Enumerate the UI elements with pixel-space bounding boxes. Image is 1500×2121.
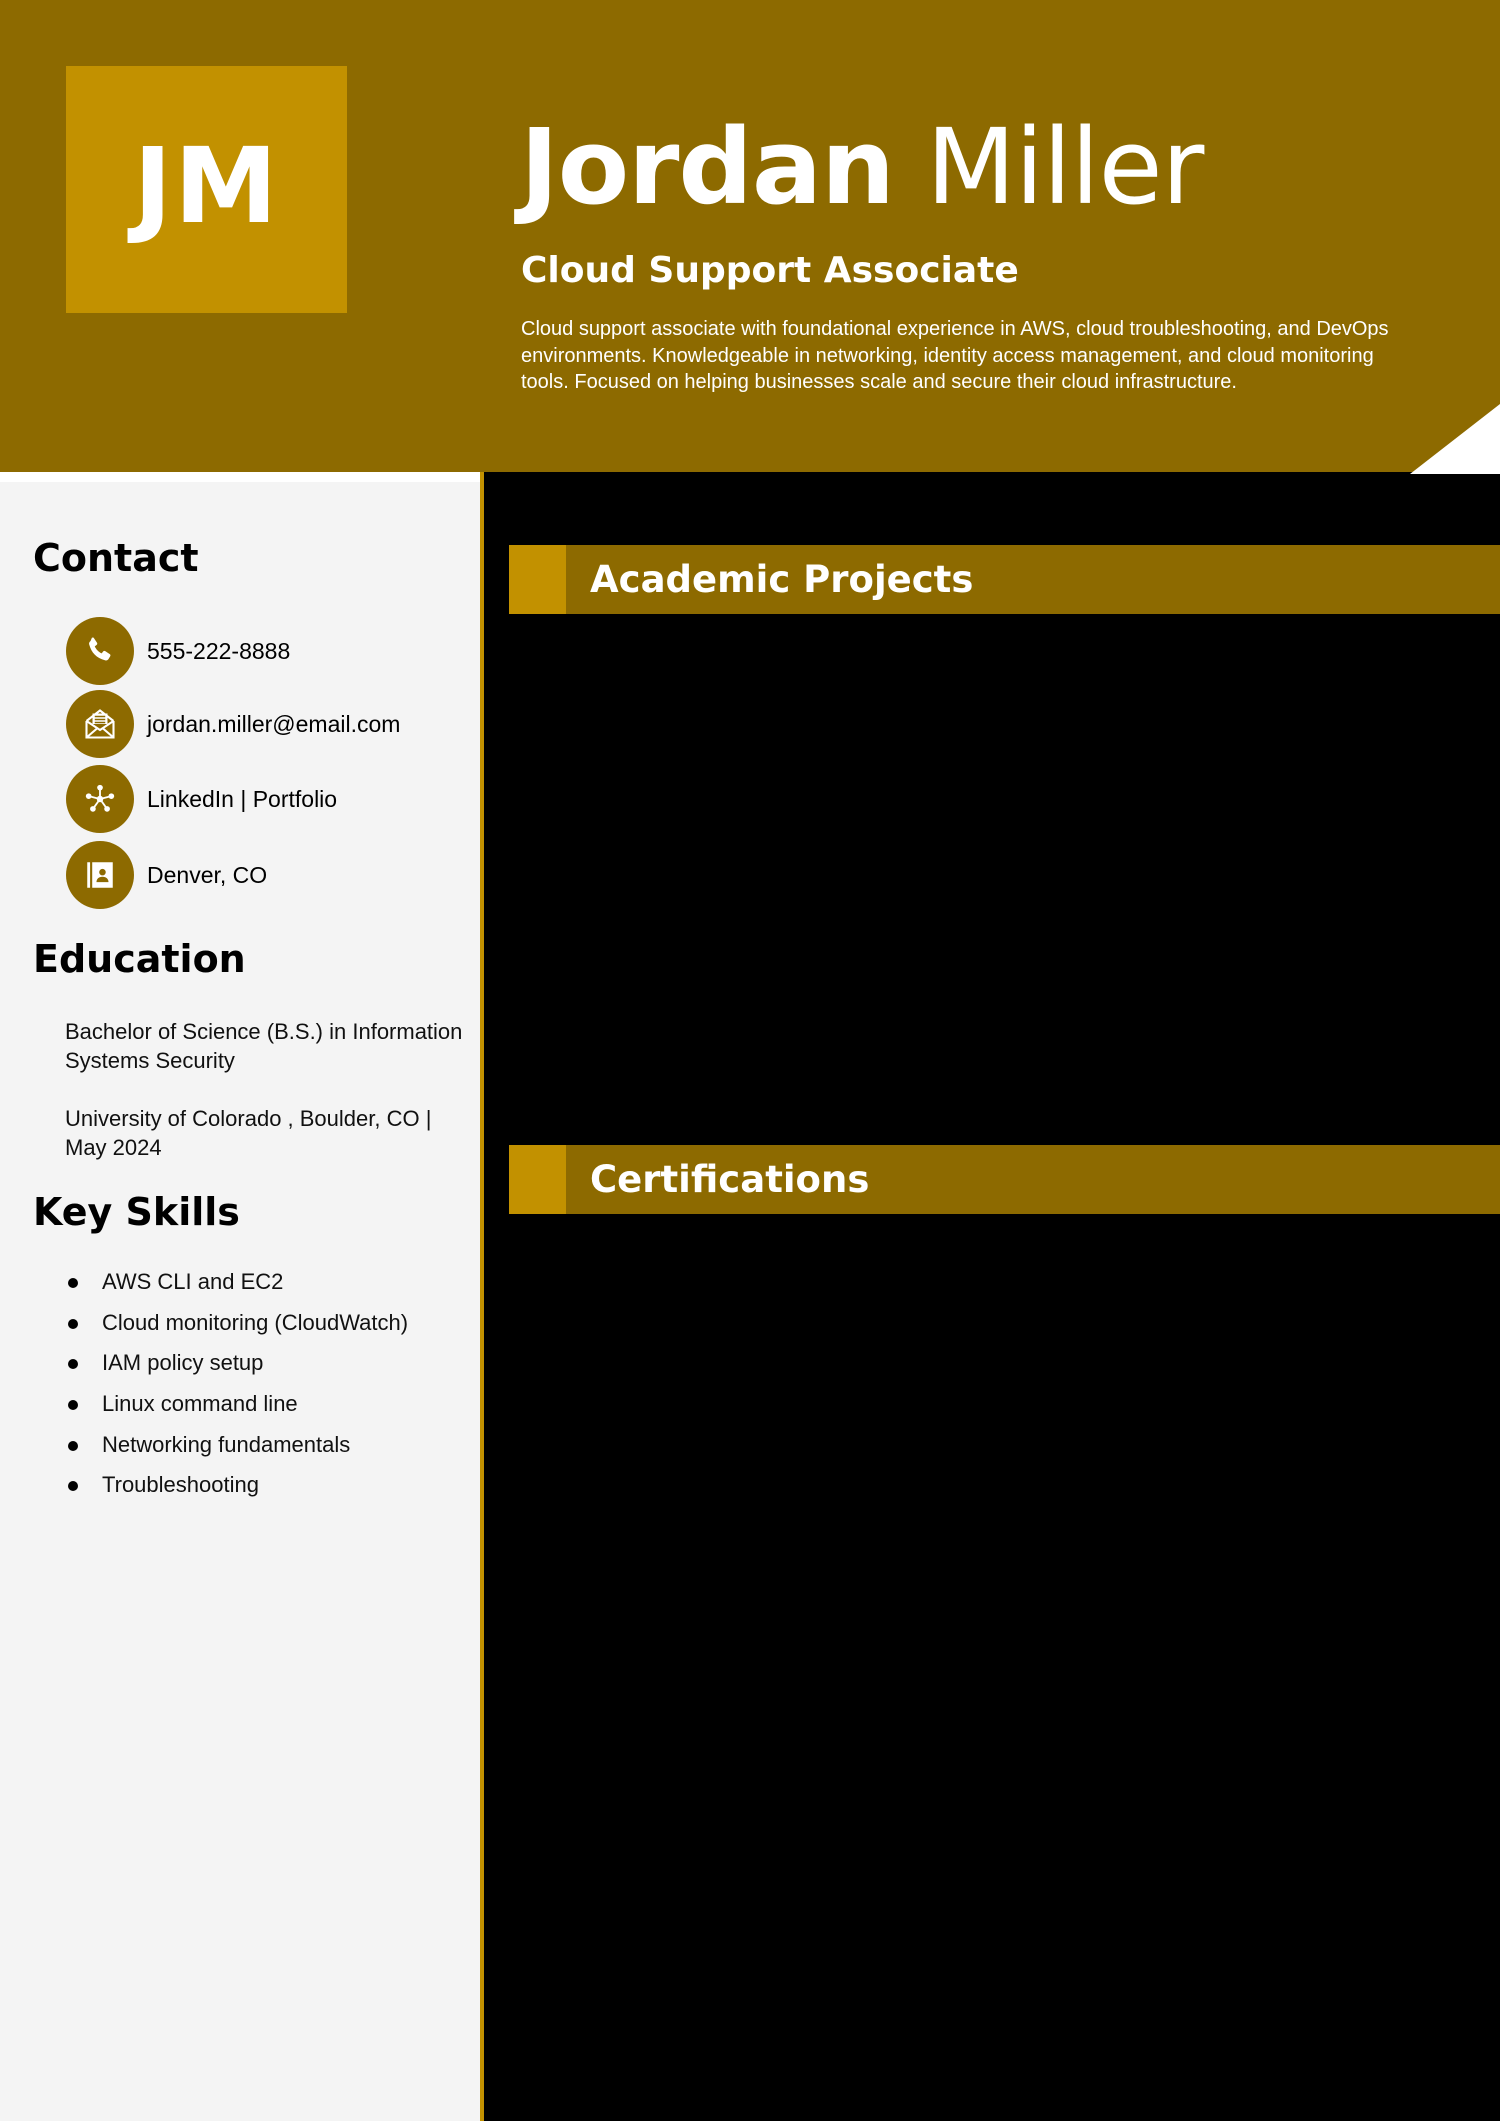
skills-heading: Key Skills	[33, 1190, 240, 1234]
skill-item: Troubleshooting	[65, 1471, 408, 1512]
education-degree: Bachelor of Science (B.S.) in Information Systems Security	[65, 1019, 463, 1073]
address-book-icon	[66, 841, 134, 909]
skills-list	[65, 1268, 408, 1512]
education-heading: Education	[33, 937, 246, 981]
skill-item: Cloud monitoring (CloudWatch)	[65, 1309, 408, 1350]
section-title: Academic Projects	[590, 558, 974, 601]
contact-phone	[66, 617, 290, 685]
phone-icon	[66, 617, 134, 685]
profile-summary: Cloud support associate with foundational experience in AWS, cloud troubleshooting, and DevOps environments. Knowledgeable in networking, identity access management, and cloud monitoring tools. Focused on helping businesses scale and secure their cloud infrastructure.	[521, 318, 1389, 393]
sidebar-top-strip	[0, 472, 480, 482]
section-accent	[509, 1145, 566, 1214]
contact-heading: Contact	[33, 536, 199, 580]
contact-links	[66, 765, 337, 833]
education-school: University of Colorado , Boulder, CO | May 2024	[65, 1106, 432, 1160]
resume-header	[0, 0, 1500, 472]
contact-location	[66, 841, 267, 909]
first-name: Jordan	[520, 106, 895, 228]
links-text: LinkedIn | Portfolio	[147, 785, 338, 812]
contact-email	[66, 690, 400, 758]
sidebar	[0, 472, 484, 2121]
section-academic-projects	[509, 545, 1500, 614]
network-icon	[66, 765, 134, 833]
phone-text: 555-222-8888	[147, 637, 291, 664]
skill-item: Networking fundamentals	[65, 1431, 408, 1472]
header-corner-decoration	[1410, 404, 1500, 474]
email-text: jordan.miller@email.com	[147, 710, 401, 737]
section-title: Certifications	[590, 1158, 870, 1201]
section-certifications	[509, 1145, 1500, 1214]
monogram-badge	[66, 66, 347, 313]
monogram-initials: JM	[133, 124, 280, 247]
skill-item: IAM policy setup	[65, 1349, 408, 1390]
skill-item: Linux command line	[65, 1390, 408, 1431]
skill-item: AWS CLI and EC2	[65, 1268, 408, 1309]
candidate-name	[520, 106, 1204, 228]
last-name: Miller	[926, 106, 1204, 228]
envelope-icon	[66, 690, 134, 758]
location-text: Denver, CO	[147, 861, 268, 888]
job-title: Cloud Support Associate	[521, 250, 1019, 291]
section-accent	[509, 545, 566, 614]
